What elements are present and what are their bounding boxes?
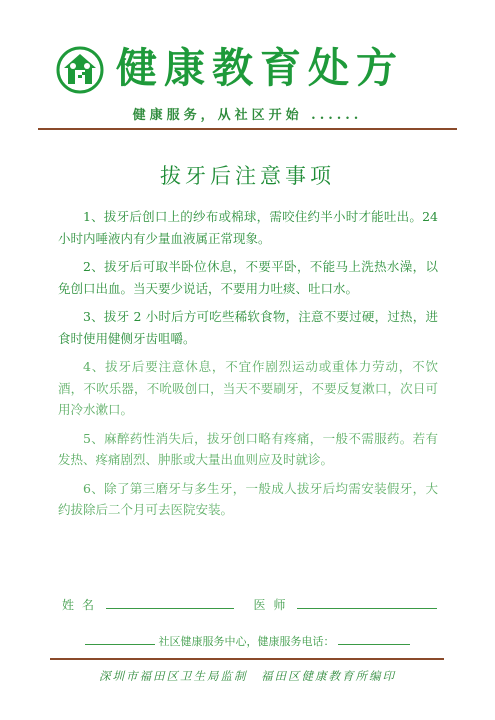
instruction-item: 1、拔牙后创口上的纱布或棉球，需咬住约半小时才能吐出。24 小时内唾液内有少量血液属正常现象。: [58, 209, 438, 246]
patient-doctor-row: [62, 596, 442, 613]
center-name-field[interactable]: [85, 632, 155, 645]
community-house-logo-icon: [56, 46, 104, 94]
header-divider: [38, 128, 457, 130]
instruction-item: 6、除了第三磨牙与多生牙，一般成人拔牙后均需安装假牙，大约拔除后二个月可去医院安装。: [58, 480, 438, 517]
doctor-field[interactable]: [297, 596, 437, 609]
phone-field[interactable]: [338, 632, 410, 645]
center-label: 社区健康服务中心，健康服务电话：: [158, 635, 335, 648]
slogan: 健康服务，从社区开始 ......: [132, 108, 363, 123]
service-center-row: [0, 632, 495, 649]
doctor-label: 医师: [253, 598, 294, 612]
footer-credits: 深圳市福田区卫生局监制 福田区健康教育所编印: [99, 669, 396, 683]
page-title: 拔牙后注意事项: [160, 164, 335, 188]
instruction-item: 4、拔牙后要注意休息，不宜作剧烈运动或重体力劳动，不饮酒，不吹乐器，不吮吸创口，当天不要刷牙，不要反复漱口，次日可用冷水漱口。: [58, 359, 438, 417]
instruction-item: 5、麻醉药性消失后，拔牙创口略有疼痛，一般不需服药。若有发热、疼痛剧烈、肿胀或大量出血则应及时就诊。: [58, 430, 438, 467]
footer-divider: [50, 658, 444, 660]
instruction-item: 2、拔牙后可取半卧位休息，不要平卧，不能马上洗热水澡，以免创口出血。当天要少说话，不要用力吐痰、吐口水。: [58, 259, 438, 296]
name-field[interactable]: [106, 596, 234, 609]
instruction-item: 3、拔牙 2 小时后方可吃些稀软食物，注意不要过硬，过热，进食时使用健侧牙齿咀嚼。: [58, 309, 438, 346]
name-label: 姓名: [62, 598, 103, 612]
brand-title: 健康教育处方: [116, 44, 404, 92]
instructions-body: [58, 206, 438, 528]
